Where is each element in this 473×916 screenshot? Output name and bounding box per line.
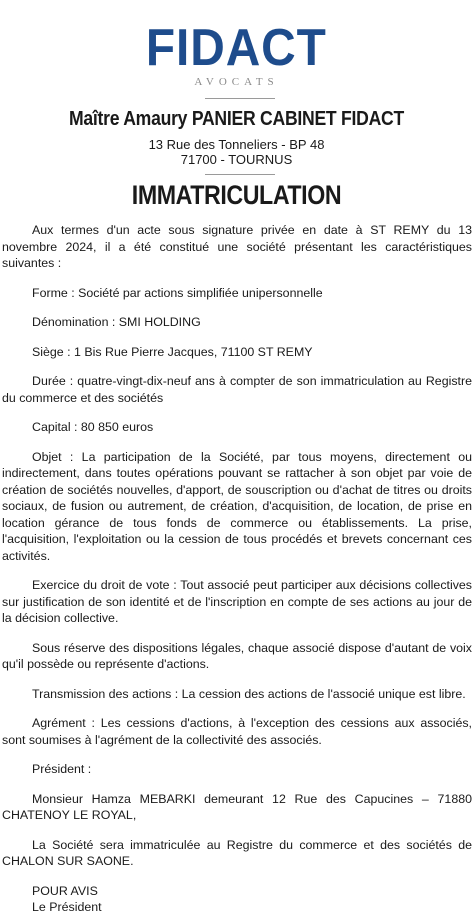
firm-name: Maître Amaury PANIER CABINET FIDACT: [69, 108, 404, 130]
paragraph-intro: Aux termes d'un acte sous signature privée en date à ST REMY du 13 novembre 2024, il a été constitué une société présentant les caractéristiques suivantes :: [2, 223, 472, 270]
fidact-logo: [0, 19, 473, 88]
paragraph-transmission: Transmission des actions : La cession des actions de l'associé unique est libre.: [32, 686, 466, 701]
paragraph-droit-de-vote: Exercice du droit de vote : Tout associé peut participer aux décisions collectives sur justification de son identité et de l'inscription en compte de ses actions au jour de la décision collective.: [2, 578, 472, 625]
paragraph-duree: Durée : quatre-vingt-dix-neuf ans à compter de son immatriculation au Registre du commerce et des sociétés: [2, 374, 472, 405]
firm-address-line2: 71700 - TOURNUS: [180, 152, 293, 167]
paragraph-siege: Siège : 1 Bis Rue Pierre Jacques, 71100 ST REMY: [32, 344, 313, 359]
paragraph-forme: Forme : Société par actions simplifiée unipersonnelle: [32, 285, 323, 300]
signature-line1: POUR AVIS: [32, 883, 98, 898]
middle-divider: [205, 174, 275, 175]
paragraph-immatriculation: La Société sera immatriculée au Registre du commerce et des sociétés de CHALON SUR SAONE.: [2, 837, 472, 868]
paragraph-denomination: Dénomination : SMI HOLDING: [32, 315, 201, 329]
logo-wordmark: FIDACT: [146, 19, 327, 77]
notice-headline: IMMATRICULATION: [131, 180, 342, 210]
paragraph-agrement: Agrément : Les cessions d'actions, à l'exception des cessions aux associés, sont soumises à l'agrément de la collectivité des associés.: [2, 716, 472, 747]
paragraph-capital: Capital : 80 850 euros: [32, 420, 154, 434]
paragraph-objet: Objet : La participation de la Société, par tous moyens, directement ou indirectement, dans toutes opérations pouvant se rattacher à son objet par voie de création de sociétés nouvelles, d'apport, de souscription ou d'achat de titres ou droits sociaux, de fusion ou autrement, de création, d'acquisition, de location, de prise en location gérance de tous fonds de commerce ou établissements. La prise, l'acquisition, l'exploitation ou la cession de tous procédés et brevets concernant ces activités.: [2, 449, 472, 563]
paragraph-voix: Sous réserve des dispositions légales, chaque associé dispose d'autant de voix qu'il possède ou représente d'actions.: [2, 640, 472, 671]
signature-line2: Le Président: [32, 900, 102, 914]
logo-subtitle: AVOCATS: [194, 76, 279, 88]
paragraph-president-name: Monsieur Hamza MEBARKI demeurant 12 Rue des Capucines – 71880 CHATENOY LE ROYAL,: [2, 791, 472, 822]
paragraph-president-heading: Président :: [32, 762, 92, 776]
firm-address-line1: 13 Rue des Tonneliers - BP 48: [148, 137, 325, 152]
top-divider: [205, 98, 275, 99]
notice-body: [2, 222, 472, 916]
